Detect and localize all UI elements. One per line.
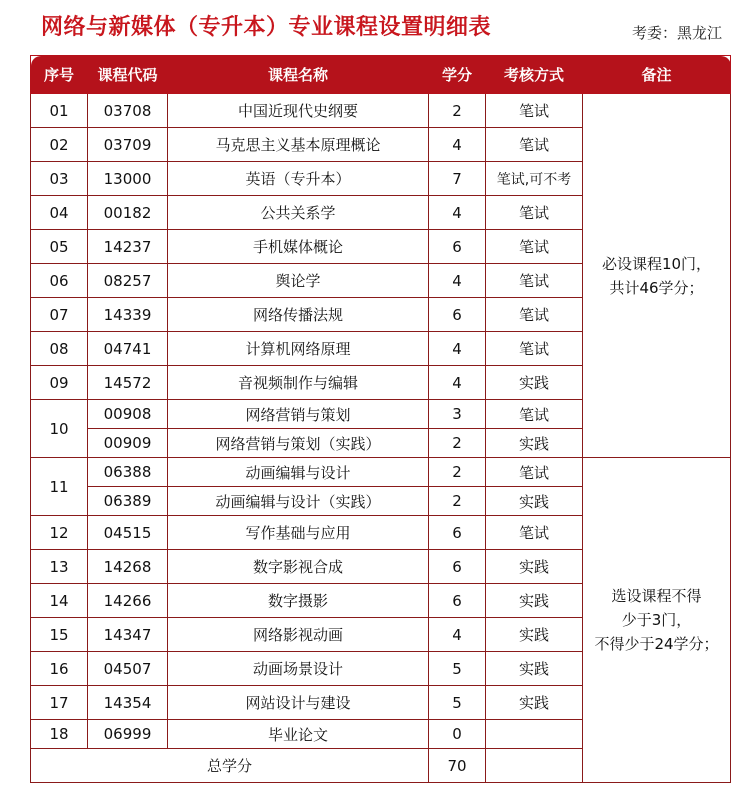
row-name: 网络影视动画 xyxy=(168,618,429,652)
row-exam: 实践 xyxy=(486,487,583,516)
note-required xyxy=(583,94,731,458)
row-code: 14237 xyxy=(88,230,168,264)
header-exam: 考核方式 xyxy=(486,56,583,94)
row-no: 04 xyxy=(31,196,88,230)
row-name: 英语（专升本） xyxy=(168,162,429,196)
row-exam: 实践 xyxy=(486,429,583,458)
row-exam: 笔试 xyxy=(486,196,583,230)
row-name: 公共关系学 xyxy=(168,196,429,230)
issuer-value: 黑龙江 xyxy=(676,24,722,42)
row-credit: 5 xyxy=(429,652,486,686)
total-value: 70 xyxy=(429,749,486,783)
row-no: 13 xyxy=(31,550,88,584)
note-elective-line-2: 少于3门， xyxy=(621,611,692,629)
row-credit: 6 xyxy=(429,230,486,264)
row-no: 08 xyxy=(31,332,88,366)
row-code: 04515 xyxy=(88,516,168,550)
row-no: 10 xyxy=(31,400,88,458)
row-name: 计算机网络原理 xyxy=(168,332,429,366)
row-credit: 2 xyxy=(429,487,486,516)
note-required-line-1: 必设课程10门， xyxy=(601,254,712,273)
row-name: 马克思主义基本原理概论 xyxy=(168,128,429,162)
row-code: 03708 xyxy=(88,94,168,128)
table-row xyxy=(31,94,731,128)
row-no: 18 xyxy=(31,720,88,749)
row-name: 音视频制作与编辑 xyxy=(168,366,429,400)
row-no: 01 xyxy=(31,94,88,128)
row-name: 中国近现代史纲要 xyxy=(168,94,429,128)
row-exam: 实践 xyxy=(486,686,583,720)
table-header-row xyxy=(31,56,731,94)
issuer-label: 考委： xyxy=(631,24,677,42)
row-name: 动画场景设计 xyxy=(168,652,429,686)
row-credit: 4 xyxy=(429,618,486,652)
row-exam: 笔试 xyxy=(486,516,583,550)
row-code: 00909 xyxy=(88,429,168,458)
row-credit: 6 xyxy=(429,516,486,550)
row-credit: 6 xyxy=(429,584,486,618)
row-no: 11 xyxy=(31,458,88,516)
row-code: 14354 xyxy=(88,686,168,720)
table-row xyxy=(31,458,731,487)
row-exam: 笔试 xyxy=(486,458,583,487)
row-credit: 4 xyxy=(429,332,486,366)
course-table xyxy=(30,55,731,783)
row-credit: 0 xyxy=(429,720,486,749)
row-credit: 3 xyxy=(429,400,486,429)
note-required-line-2: 共计46学分； xyxy=(609,278,704,297)
row-exam: 笔试 xyxy=(486,94,583,128)
row-credit: 4 xyxy=(429,196,486,230)
row-no: 12 xyxy=(31,516,88,550)
row-code: 14268 xyxy=(88,550,168,584)
row-exam: 笔试 xyxy=(486,332,583,366)
row-exam: 笔试 xyxy=(486,298,583,332)
row-name: 网络传播法规 xyxy=(168,298,429,332)
row-code: 08257 xyxy=(88,264,168,298)
row-exam: 笔试 xyxy=(486,230,583,264)
note-elective xyxy=(583,458,731,783)
row-no: 06 xyxy=(31,264,88,298)
row-code: 14572 xyxy=(88,366,168,400)
note-elective-line-1: 选设课程不得 xyxy=(611,587,702,605)
row-code: 03709 xyxy=(88,128,168,162)
row-credit: 4 xyxy=(429,128,486,162)
row-credit: 6 xyxy=(429,298,486,332)
row-credit: 4 xyxy=(429,264,486,298)
row-code: 13000 xyxy=(88,162,168,196)
total-empty xyxy=(486,749,731,783)
header-code: 课程代码 xyxy=(88,56,168,94)
row-exam: 实践 xyxy=(486,652,583,686)
row-code: 14339 xyxy=(88,298,168,332)
total-label: 总学分 xyxy=(31,749,429,783)
row-credit: 6 xyxy=(429,550,486,584)
row-code: 06389 xyxy=(88,487,168,516)
row-name: 手机媒体概论 xyxy=(168,230,429,264)
row-no: 09 xyxy=(31,366,88,400)
row-credit: 2 xyxy=(429,429,486,458)
row-name: 毕业论文 xyxy=(168,720,429,749)
row-name: 数字影视合成 xyxy=(168,550,429,584)
row-code: 14347 xyxy=(88,618,168,652)
row-credit: 2 xyxy=(429,94,486,128)
row-no: 02 xyxy=(31,128,88,162)
row-code: 00182 xyxy=(88,196,168,230)
header-name: 课程名称 xyxy=(168,56,429,94)
row-exam: 实践 xyxy=(486,550,583,584)
row-exam: 实践 xyxy=(486,584,583,618)
row-credit: 2 xyxy=(429,458,486,487)
row-exam: 笔试,可不考 xyxy=(486,162,583,196)
row-code: 00908 xyxy=(88,400,168,429)
row-code: 06999 xyxy=(88,720,168,749)
row-name: 写作基础与应用 xyxy=(168,516,429,550)
row-name: 数字摄影 xyxy=(168,584,429,618)
row-code: 06388 xyxy=(88,458,168,487)
row-credit: 5 xyxy=(429,686,486,720)
row-no: 14 xyxy=(31,584,88,618)
header-note: 备注 xyxy=(583,56,731,94)
row-credit: 4 xyxy=(429,366,486,400)
row-name: 网络营销与策划 xyxy=(168,400,429,429)
row-name: 动画编辑与设计 xyxy=(168,458,429,487)
row-no: 03 xyxy=(31,162,88,196)
row-name: 舆论学 xyxy=(168,264,429,298)
row-no: 15 xyxy=(31,618,88,652)
header-no: 序号 xyxy=(31,56,88,94)
row-no: 16 xyxy=(31,652,88,686)
page-title: 网络与新媒体（专升本）专业课程设置明细表 xyxy=(41,15,492,40)
row-exam xyxy=(486,720,583,749)
row-no: 05 xyxy=(31,230,88,264)
row-code: 04741 xyxy=(88,332,168,366)
row-name: 网络营销与策划（实践） xyxy=(168,429,429,458)
issuer xyxy=(632,22,722,43)
row-exam: 笔试 xyxy=(486,264,583,298)
row-exam: 笔试 xyxy=(486,400,583,429)
total-row xyxy=(31,749,731,783)
row-exam: 实践 xyxy=(486,366,583,400)
row-exam: 笔试 xyxy=(486,128,583,162)
header-credit: 学分 xyxy=(429,56,486,94)
row-credit: 7 xyxy=(429,162,486,196)
note-elective-line-3: 不得少于24学分； xyxy=(594,635,719,653)
row-code: 14266 xyxy=(88,584,168,618)
row-no: 17 xyxy=(31,686,88,720)
row-code: 04507 xyxy=(88,652,168,686)
row-name: 动画编辑与设计（实践） xyxy=(168,487,429,516)
row-exam: 实践 xyxy=(486,618,583,652)
row-no: 07 xyxy=(31,298,88,332)
row-name: 网站设计与建设 xyxy=(168,686,429,720)
